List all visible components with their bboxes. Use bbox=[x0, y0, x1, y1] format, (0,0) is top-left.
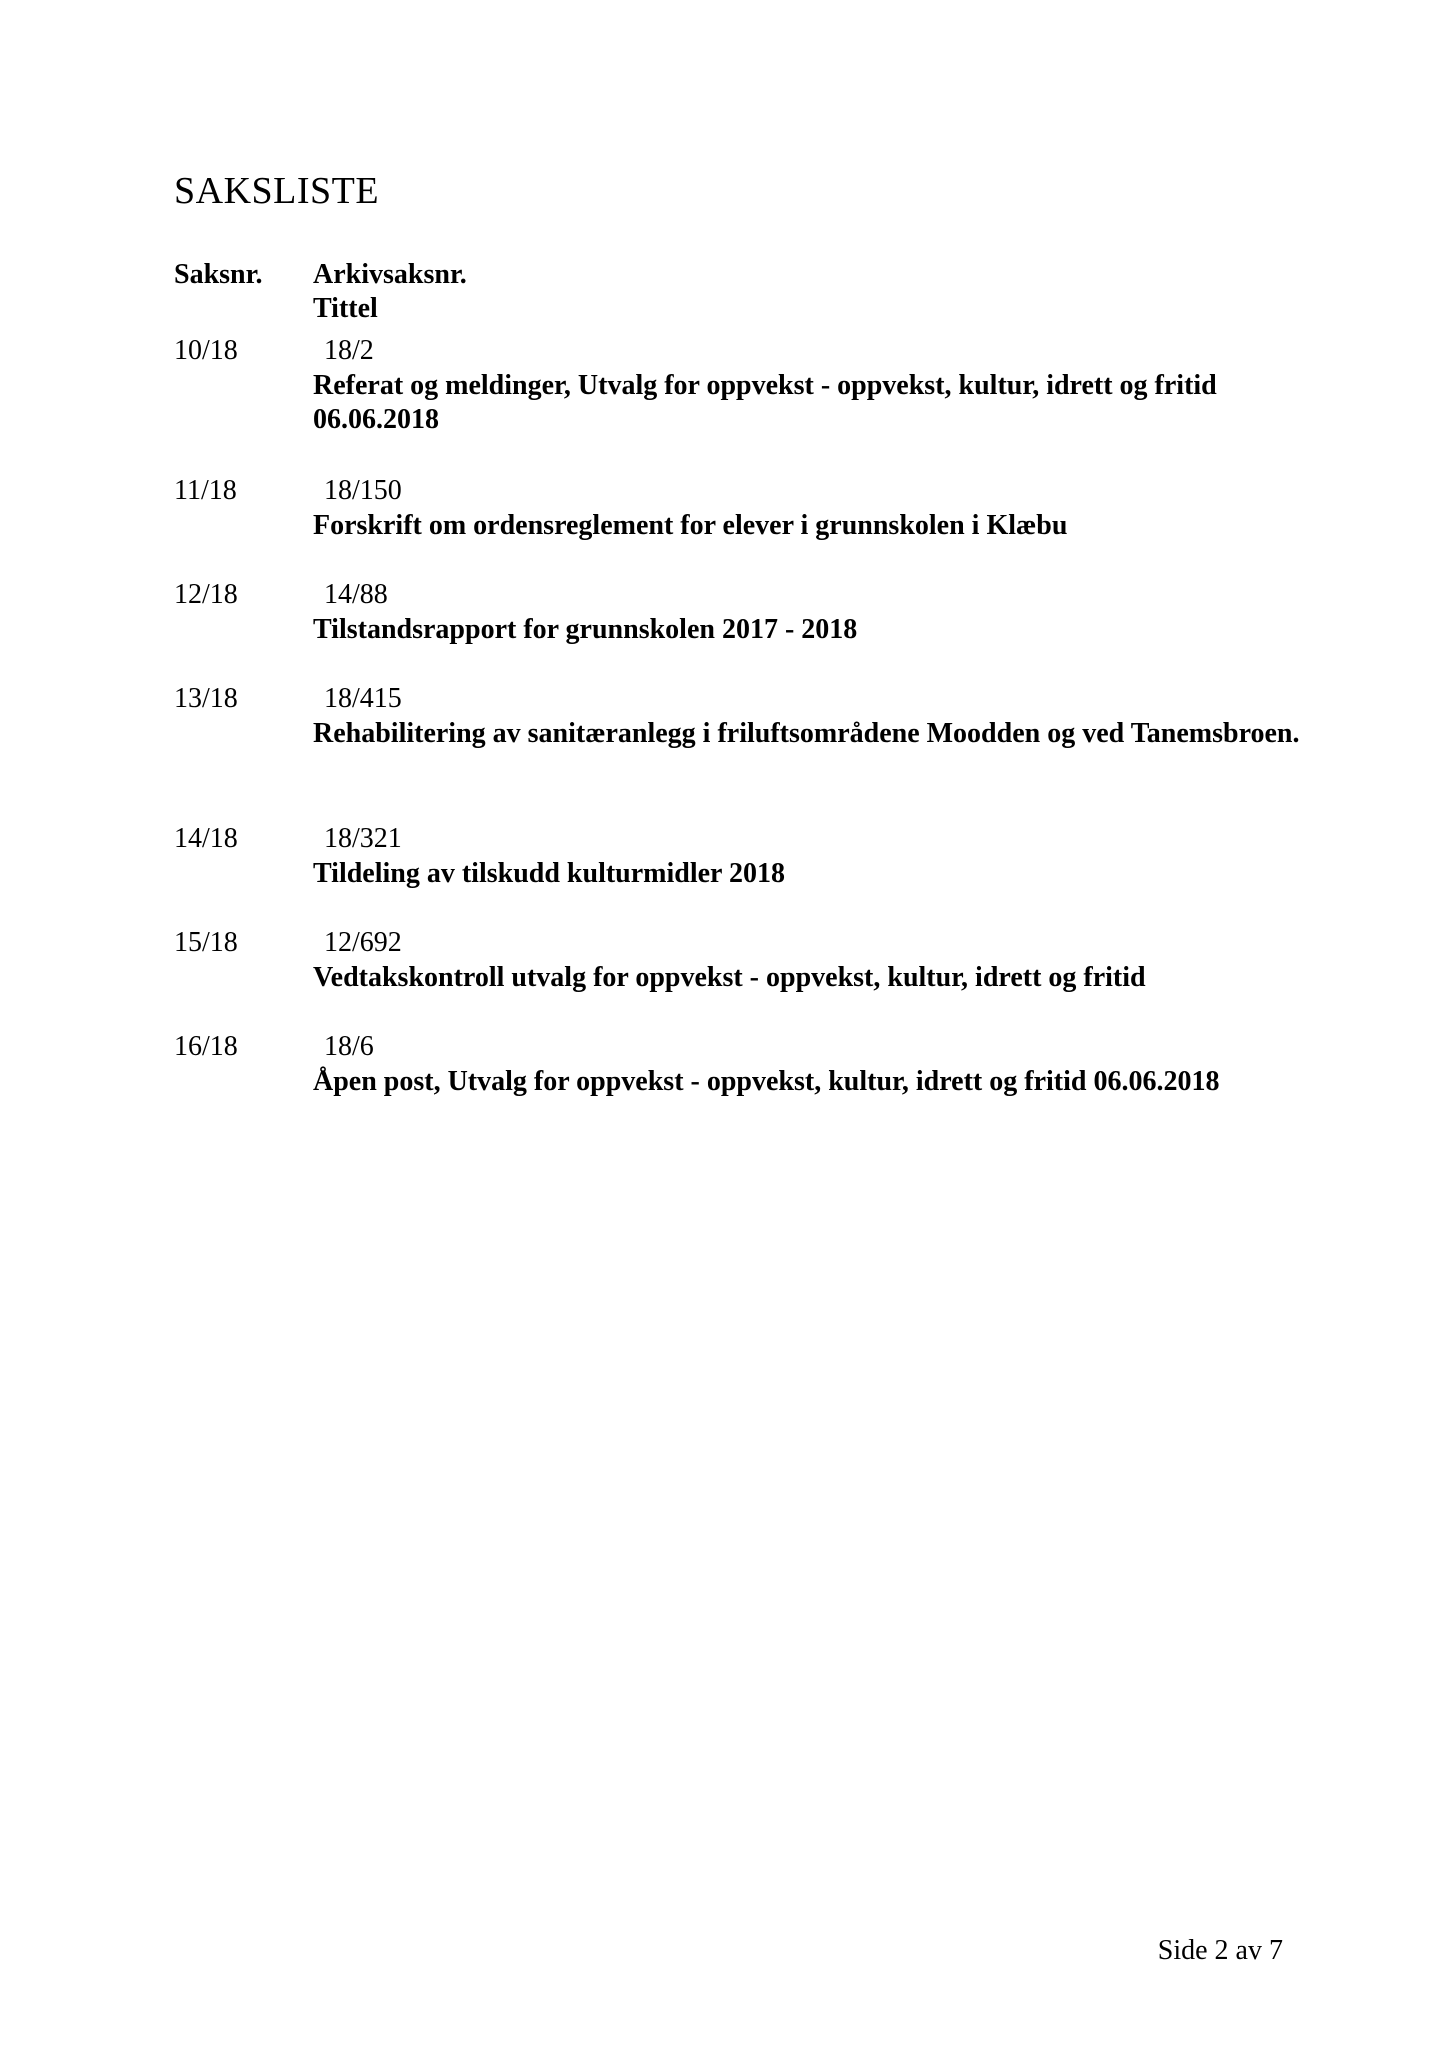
header-tittel: Tittel bbox=[313, 293, 378, 324]
case-arkivsaksnr: 18/2 bbox=[324, 335, 374, 366]
case-saksnr: 14/18 bbox=[174, 823, 238, 854]
case-saksnr: 10/18 bbox=[174, 335, 238, 366]
case-tittel: Rehabilitering av sanitæranlegg i friluftsområdene Moodden og ved Tanemsbroen. bbox=[313, 718, 1300, 749]
case-saksnr: 12/18 bbox=[174, 579, 238, 610]
case-tittel: Åpen post, Utvalg for oppvekst - oppvekst, kultur, idrett og fritid 06.06.2018 bbox=[313, 1066, 1220, 1097]
case-arkivsaksnr: 18/150 bbox=[324, 475, 402, 506]
case-arkivsaksnr: 18/321 bbox=[324, 823, 402, 854]
page-number: Side 2 av 7 bbox=[1157, 1935, 1283, 1966]
header-arkivsaksnr: Arkivsaksnr. bbox=[313, 259, 467, 290]
case-arkivsaksnr: 14/88 bbox=[324, 579, 388, 610]
case-tittel: Tildeling av tilskudd kulturmidler 2018 bbox=[313, 858, 785, 889]
case-saksnr: 15/18 bbox=[174, 927, 238, 958]
header-arkiv-tittel bbox=[313, 258, 467, 326]
case-arkivsaksnr: 12/692 bbox=[324, 927, 402, 958]
case-arkivsaksnr: 18/415 bbox=[324, 683, 402, 714]
case-saksnr: 13/18 bbox=[174, 683, 238, 714]
case-saksnr: 11/18 bbox=[174, 475, 237, 506]
page-title: SAKSLISTE bbox=[174, 170, 380, 212]
case-tittel: Forskrift om ordensreglement for elever i grunnskolen i Klæbu bbox=[313, 510, 1068, 541]
header-saksnr: Saksnr. bbox=[174, 259, 263, 290]
case-tittel: Vedtakskontroll utvalg for oppvekst - oppvekst, kultur, idrett og fritid bbox=[313, 962, 1146, 993]
case-arkivsaksnr: 18/6 bbox=[324, 1031, 374, 1062]
case-tittel: Tilstandsrapport for grunnskolen 2017 - 2018 bbox=[313, 614, 858, 645]
case-saksnr: 16/18 bbox=[174, 1031, 238, 1062]
case-tittel: Referat og meldinger, Utvalg for oppvekst - oppvekst, kultur, idrett og fritid 06.06.2018 bbox=[313, 370, 1217, 435]
